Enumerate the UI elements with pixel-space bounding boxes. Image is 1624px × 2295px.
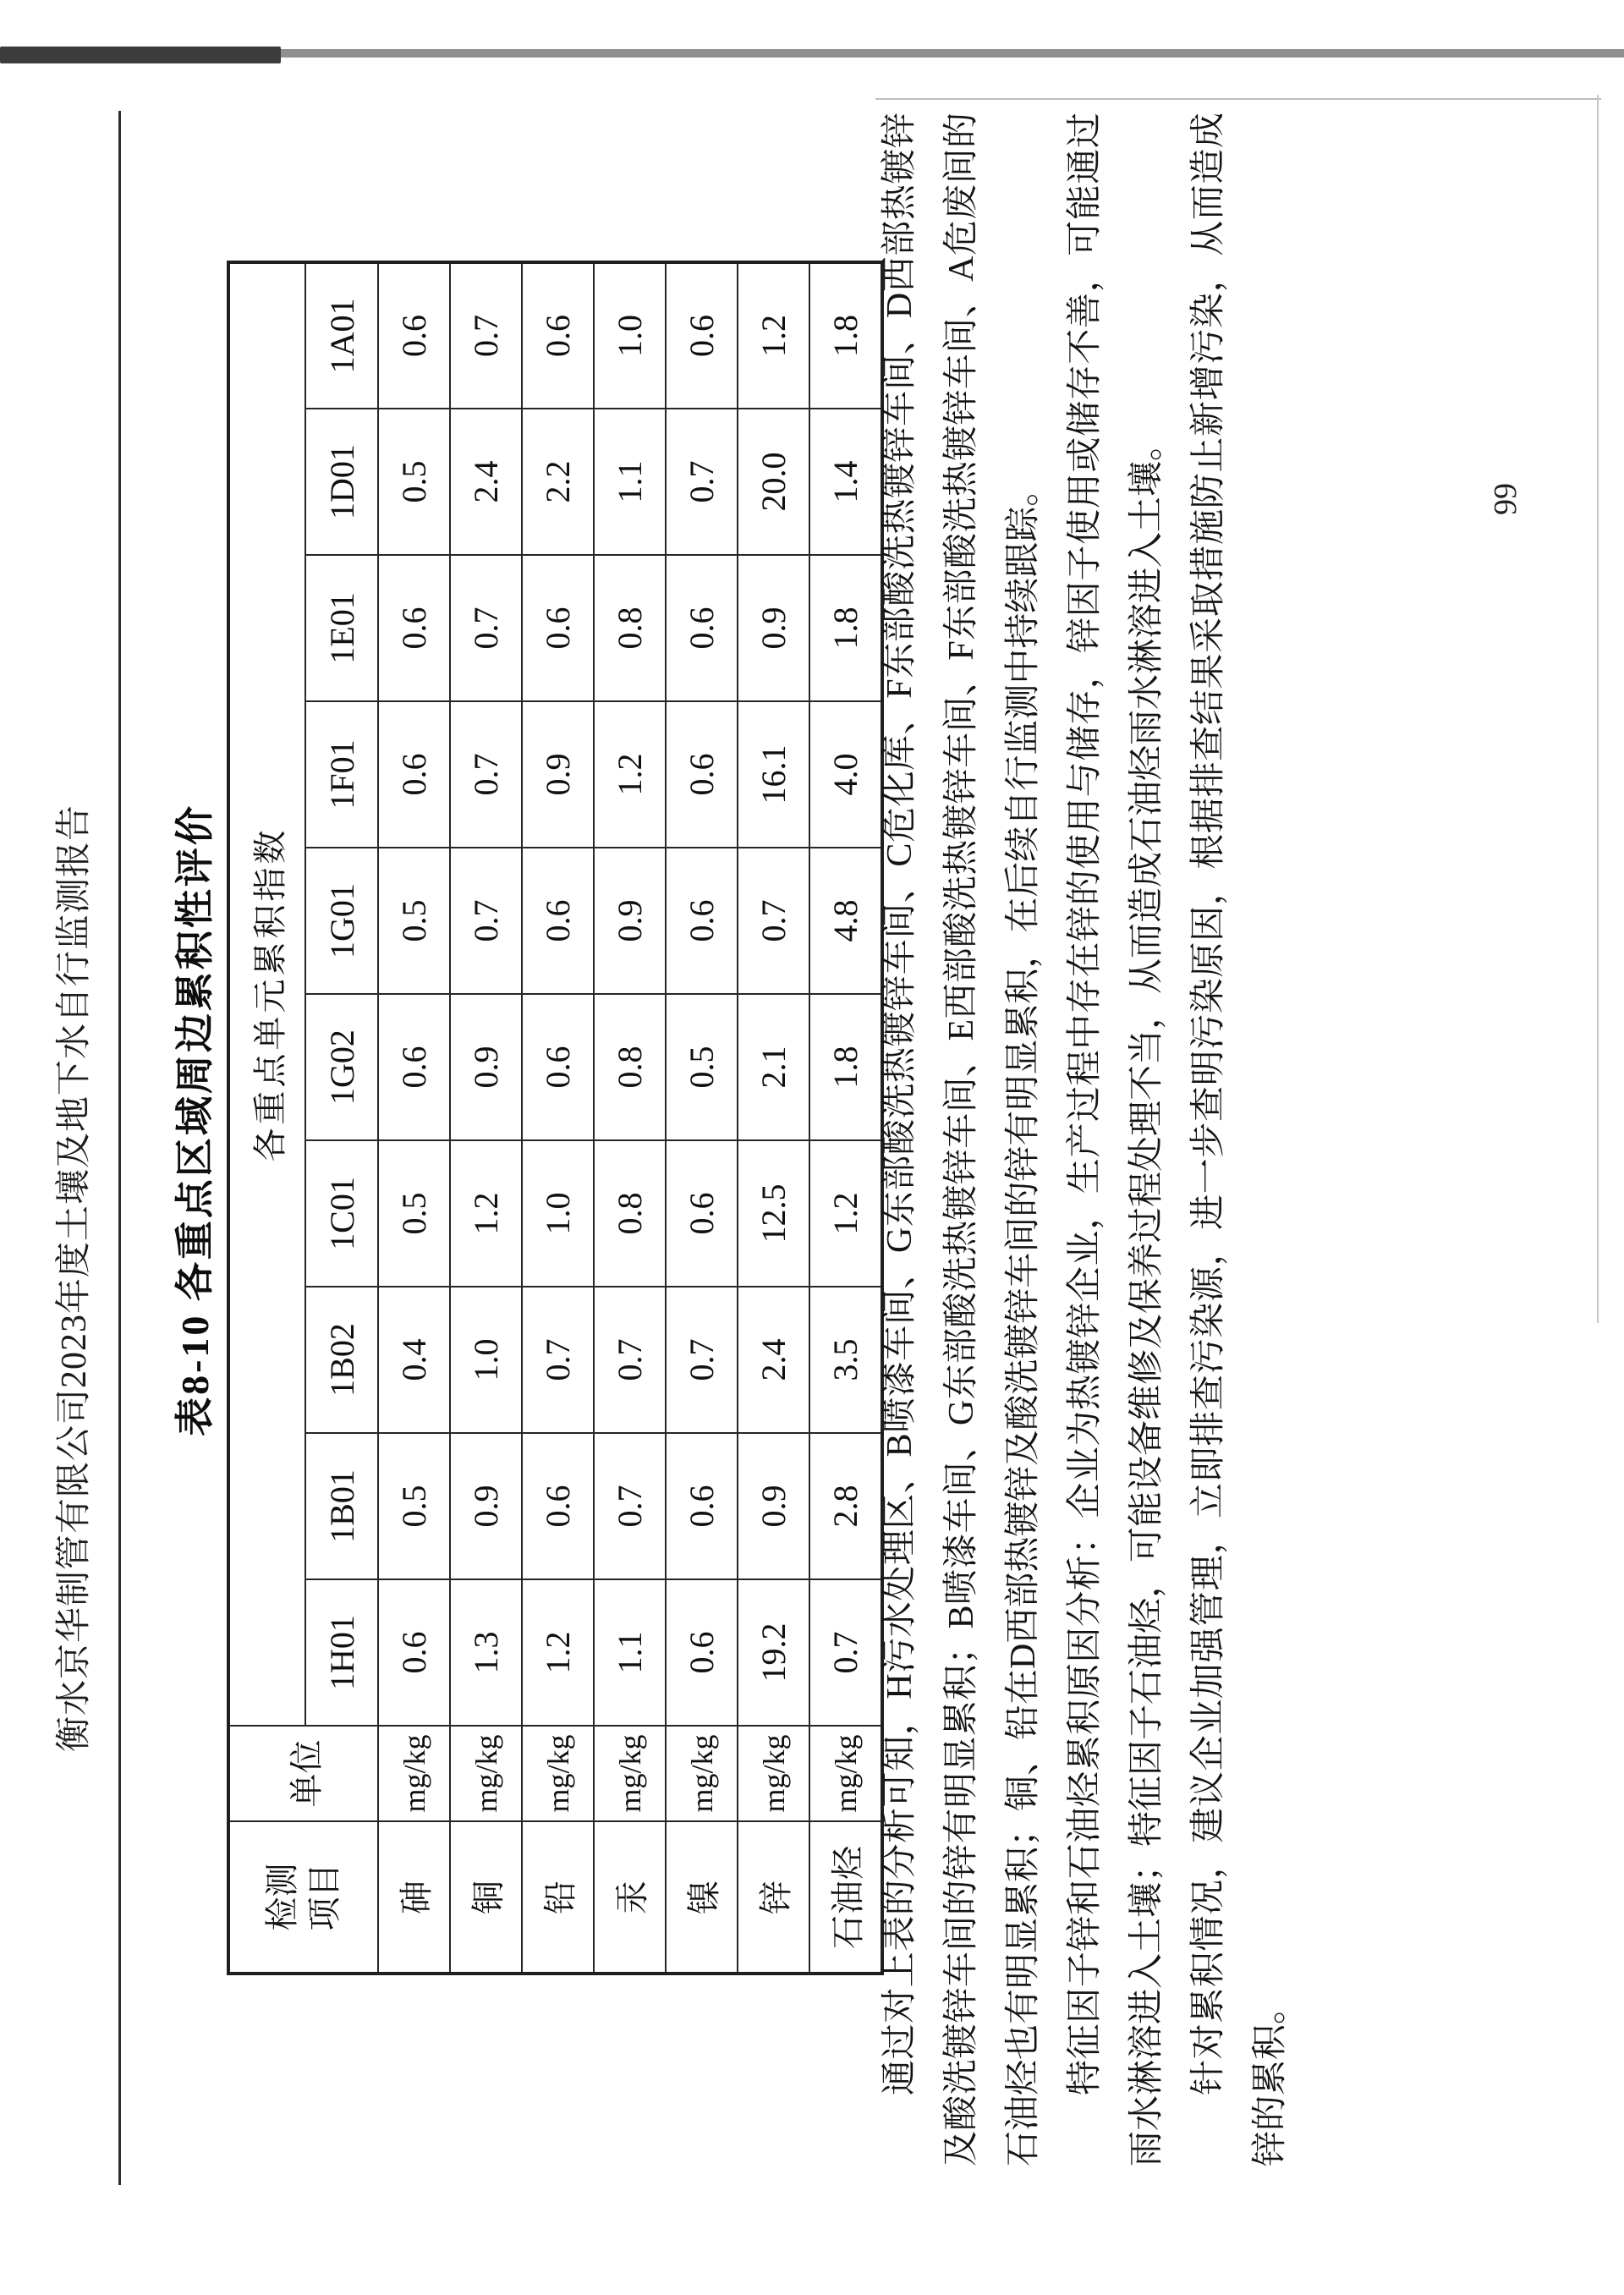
table-header-row: [228, 262, 305, 1974]
unit-value: mg/kg: [450, 1726, 522, 1821]
sample-id-1D01: 1D01: [305, 409, 378, 555]
value-铜-1G01: 0.7: [450, 848, 522, 994]
value-砷-1D01: 0.5: [378, 409, 450, 555]
value-石油烃-1E01: 1.8: [809, 555, 882, 701]
value-汞-1C01: 0.8: [594, 1140, 666, 1287]
group-header: 各重点单元累积指数: [228, 262, 305, 1726]
value-石油烃-1H01: 0.7: [809, 1579, 882, 1726]
value-铅-1B01: 0.6: [522, 1433, 594, 1579]
table-row-汞: [594, 262, 666, 1974]
value-铜-1B02: 1.0: [450, 1287, 522, 1433]
item-name: 石油烃: [809, 1821, 882, 1974]
value-镍-1B01: 0.6: [666, 1433, 738, 1579]
page-header: 衡水京华制管有限公司2023年度土壤及地下水自行监测报告: [55, 804, 94, 1752]
table-row-砷: [378, 262, 450, 1974]
unit-value: mg/kg: [594, 1726, 666, 1821]
sample-id-1E01: 1E01: [305, 555, 378, 701]
value-石油烃-1B01: 2.8: [809, 1433, 882, 1579]
page-number: 99: [1488, 483, 1523, 515]
value-镍-1G02: 0.5: [666, 994, 738, 1140]
table-row-铜: [450, 262, 522, 1974]
item-name: 锌: [738, 1821, 809, 1974]
value-锌-1F01: 16.1: [738, 701, 809, 848]
value-铜-1A01: 0.7: [450, 262, 522, 409]
sample-id-1C01: 1C01: [305, 1140, 378, 1287]
value-锌-1B02: 2.4: [738, 1287, 809, 1433]
value-铅-1B02: 0.7: [522, 1287, 594, 1433]
value-锌-1G02: 2.1: [738, 994, 809, 1140]
sample-id-1A01: 1A01: [305, 262, 378, 409]
value-石油烃-1F01: 4.0: [809, 701, 882, 848]
value-铅-1G01: 0.6: [522, 848, 594, 994]
paragraph-analysis: 通过对上表的分析可知，H污水处理区、B喷漆车间、G东部酸洗热镀锌车间、C危化库、F东部酸洗热镀锌车间、D西部热镀锌及酸洗镀锌车间的锌有明显累积；B喷漆车间、G东部酸洗热镀锌车间、E西部酸洗热镀锌车间、F东部酸洗热镀锌车间、A危废间的石油烃也有明显累积；铜、铅在D西部热镀锌及酸洗镀锌车间的锌有明显累积，在后续自行监测中持续跟踪。: [881, 113, 1043, 2166]
item-name: 砷: [378, 1821, 450, 1974]
value-砷-1C01: 0.5: [378, 1140, 450, 1287]
corner-header-item: [228, 1821, 378, 1974]
value-锌-1E01: 0.9: [738, 555, 809, 701]
value-汞-1B02: 0.7: [594, 1287, 666, 1433]
fold-line-horizontal: [875, 98, 1601, 100]
value-铅-1F01: 0.9: [522, 701, 594, 848]
value-砷-1F01: 0.6: [378, 701, 450, 848]
value-铅-1H01: 1.2: [522, 1579, 594, 1726]
value-锌-1C01: 12.5: [738, 1140, 809, 1287]
value-锌-1G01: 0.7: [738, 848, 809, 994]
sample-id-1G01: 1G01: [305, 848, 378, 994]
value-砷-1G02: 0.6: [378, 994, 450, 1140]
sample-id-1B02: 1B02: [305, 1287, 378, 1433]
item-name: 铅: [522, 1821, 594, 1974]
table-row-镍: [666, 262, 738, 1974]
corner-line-1: 检测: [263, 1863, 301, 1931]
value-汞-1G01: 0.9: [594, 848, 666, 994]
analysis-text: [870, 113, 1302, 2166]
item-name: 汞: [594, 1821, 666, 1974]
value-铅-1D01: 2.2: [522, 409, 594, 555]
value-镍-1B02: 0.7: [666, 1287, 738, 1433]
value-铅-1A01: 0.6: [522, 262, 594, 409]
value-镍-1D01: 0.7: [666, 409, 738, 555]
unit-value: mg/kg: [738, 1726, 809, 1821]
value-镍-1C01: 0.6: [666, 1140, 738, 1287]
header-rule: [118, 111, 121, 2185]
value-铅-1C01: 1.0: [522, 1140, 594, 1287]
paragraph-suggestion: 针对累积情况，建议企业加强管理，立即排查污染源，进一步查明污染原因，根据排查结果采取措施防止新增污染，从而造成锌的累积。: [1189, 113, 1290, 2166]
fold-line-vertical: [1597, 95, 1599, 1323]
value-铅-1G02: 0.6: [522, 994, 594, 1140]
value-石油烃-1G02: 1.8: [809, 994, 882, 1140]
unit-value: mg/kg: [666, 1726, 738, 1821]
value-汞-1E01: 0.8: [594, 555, 666, 701]
scan-blob-artifact: [0, 47, 281, 63]
table-caption: 表8-10 各重点区域周边累积性评价: [173, 804, 217, 1436]
corner-line-2: 项目: [305, 1863, 343, 1931]
table-row-铅: [522, 262, 594, 1974]
value-汞-1D01: 1.1: [594, 409, 666, 555]
value-锌-1B01: 0.9: [738, 1433, 809, 1579]
value-铜-1B01: 0.9: [450, 1433, 522, 1579]
value-汞-1H01: 1.1: [594, 1579, 666, 1726]
value-砷-1B02: 0.4: [378, 1287, 450, 1433]
value-砷-1A01: 0.6: [378, 262, 450, 409]
value-镍-1E01: 0.6: [666, 555, 738, 701]
value-铜-1F01: 0.7: [450, 701, 522, 848]
value-铜-1E01: 0.7: [450, 555, 522, 701]
value-铜-1H01: 1.3: [450, 1579, 522, 1726]
value-汞-1G02: 0.8: [594, 994, 666, 1140]
sample-ids-row: [305, 262, 378, 1974]
value-砷-1G01: 0.5: [378, 848, 450, 994]
value-铜-1D01: 2.4: [450, 409, 522, 555]
unit-value: mg/kg: [378, 1726, 450, 1821]
value-铜-1G02: 0.9: [450, 994, 522, 1140]
unit-value: mg/kg: [809, 1726, 882, 1821]
value-汞-1A01: 1.0: [594, 262, 666, 409]
value-汞-1F01: 1.2: [594, 701, 666, 848]
value-石油烃-1C01: 1.2: [809, 1140, 882, 1287]
sample-id-1B01: 1B01: [305, 1433, 378, 1579]
sample-id-1G02: 1G02: [305, 994, 378, 1140]
value-锌-1H01: 19.2: [738, 1579, 809, 1726]
value-锌-1A01: 1.2: [738, 262, 809, 409]
value-镍-1H01: 0.6: [666, 1579, 738, 1726]
value-铅-1E01: 0.6: [522, 555, 594, 701]
value-石油烃-1B02: 3.5: [809, 1287, 882, 1433]
value-石油烃-1G01: 4.8: [809, 848, 882, 994]
unit-value: mg/kg: [522, 1726, 594, 1821]
accumulation-table: [227, 261, 884, 1975]
value-汞-1B01: 0.7: [594, 1433, 666, 1579]
value-砷-1H01: 0.6: [378, 1579, 450, 1726]
sample-id-1F01: 1F01: [305, 701, 378, 848]
paragraph-cause: 特征因子锌和石油烃累积原因分析：企业为热镀锌企业，生产过程中存在锌的使用与储存，锌因子使用或储存不善，可能通过雨水淋溶进入土壤；特征因子石油烃，可能设备维修及保养过程处理不当，从而造成石油烃雨水淋溶进入土壤。: [1066, 113, 1166, 2166]
value-镍-1G01: 0.6: [666, 848, 738, 994]
value-石油烃-1A01: 1.8: [809, 262, 882, 409]
value-镍-1A01: 0.6: [666, 262, 738, 409]
value-砷-1E01: 0.6: [378, 555, 450, 701]
value-铜-1C01: 1.2: [450, 1140, 522, 1287]
value-锌-1D01: 20.0: [738, 409, 809, 555]
value-砷-1B01: 0.5: [378, 1433, 450, 1579]
unit-header: 单位: [228, 1726, 378, 1821]
sample-id-1H01: 1H01: [305, 1579, 378, 1726]
table-body: [378, 262, 882, 1974]
table-row-锌: [738, 262, 809, 1974]
item-name: 铜: [450, 1821, 522, 1974]
value-石油烃-1D01: 1.4: [809, 409, 882, 555]
item-name: 镍: [666, 1821, 738, 1974]
value-镍-1F01: 0.6: [666, 701, 738, 848]
